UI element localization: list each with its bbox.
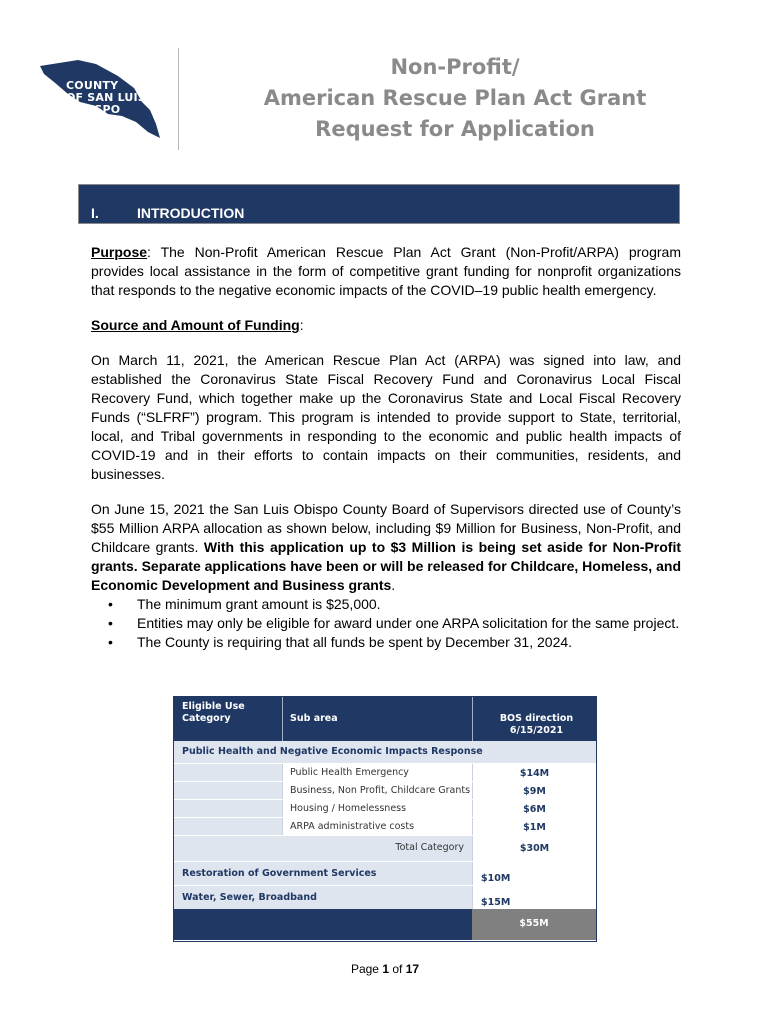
section-name: Water, Sewer, Broadband <box>182 892 317 903</box>
table-row <box>174 817 596 836</box>
title-line-2: American Rescue Plan Act Grant <box>263 86 647 110</box>
header-col1-line2: Category <box>182 713 231 724</box>
logo-line-1: COUNTY <box>66 79 119 92</box>
county-logo <box>38 58 162 140</box>
table-total-row <box>174 835 596 862</box>
page-footer <box>0 962 770 976</box>
funding-bullet-list <box>91 595 681 652</box>
funding-para2-bold: With this application up to $3 Million is being set aside for Non-Profit grants. Separate applications have been or will be released for Childcare, Homeless, and Economic Development and Business grants <box>91 539 681 593</box>
purpose-heading: Purpose <box>91 244 148 260</box>
page-total: 17 <box>405 962 420 976</box>
total-label: Total Category <box>395 842 464 853</box>
header-divider <box>178 48 179 150</box>
subarea-amount: $1M <box>523 822 546 833</box>
footer-of: of <box>389 962 406 976</box>
funding-paragraph-2 <box>91 500 681 595</box>
total-amount: $30M <box>519 843 550 854</box>
list-item: • The minimum grant amount is $25,000. <box>137 595 681 614</box>
table-row <box>174 799 596 818</box>
header-eligible-use <box>182 701 282 725</box>
subarea-amount: $6M <box>523 804 546 815</box>
table-section-row <box>174 885 596 910</box>
funding-para2-text: On June 15, 2021 the San Luis Obispo County Board of Supervisors directed use of County’s $55 Million ARPA allocation as shown below, including $9 Million for Business, Non-Profit, and Childcare grants. <box>91 501 681 555</box>
document-title <box>200 52 710 145</box>
header-bos-date: 6/15/2021 <box>509 725 564 736</box>
title-line-1: Non-Profit/ <box>390 55 520 79</box>
table-grand-total-row <box>174 909 596 940</box>
funding-heading: Source and Amount of Funding <box>91 317 300 333</box>
page-number: 1 <box>382 962 389 976</box>
grand-total-amount: $55M <box>519 918 549 929</box>
section-amount: $10M <box>481 873 511 884</box>
table-section-row <box>174 741 596 763</box>
logo-line-2: OF SAN LUIS <box>66 91 146 104</box>
title-line-3: Request for Application <box>315 117 595 141</box>
list-item: • The County is requiring that all funds be spent by December 31, 2024. <box>137 633 681 652</box>
section-name: Public Health and Negative Economic Impacts Response <box>182 746 483 757</box>
subarea-name: Business, Non Profit, Childcare Grants <box>290 785 471 796</box>
subarea-name: ARPA administrative costs <box>290 821 415 832</box>
table-section-row <box>174 861 596 886</box>
table-row <box>174 781 596 800</box>
logo-line-3: OBISPO <box>72 103 121 116</box>
subarea-name: Public Health Emergency <box>290 767 409 778</box>
funding-para2-end: . <box>391 577 396 593</box>
subarea-amount: $14M <box>519 768 550 779</box>
funding-heading-paragraph <box>91 316 681 335</box>
list-item: • Entities may only be eligible for award under one ARPA solicitation for the same project. <box>137 614 681 633</box>
section-name: Restoration of Government Services <box>182 868 377 879</box>
funding-heading-colon: : <box>299 317 304 333</box>
arpa-allocation-table <box>173 696 597 942</box>
purpose-text: : The Non-Profit American Rescue Plan Act Grant (Non-Profit/ARPA) program provides local assistance in the form of competitive grant funding for nonprofit organizations that responds to the negative economic impacts of the COVID–19 public health emergency. <box>91 244 681 298</box>
purpose-paragraph <box>91 243 681 300</box>
table-row <box>174 763 596 782</box>
subarea-amount: $9M <box>523 786 546 797</box>
header-col1-line1: Eligible Use <box>182 701 245 712</box>
section-header-bar <box>78 184 680 224</box>
header-bos-direction: BOS direction <box>499 713 574 724</box>
header-sub-area: Sub area <box>290 713 338 724</box>
funding-paragraph-1: On March 11, 2021, the American Rescue Plan Act (ARPA) was signed into law, and established the Coronavirus State Fiscal Recovery Fund and Coronavirus Local Fiscal Recovery Fund, which together make up the Coronavirus State and Local Fiscal Recovery Funds (“SLFRF”) program. This program is intended to provide support to State, territorial, local, and Tribal governments in responding to the economic and public health impacts of COVID-19 and in their efforts to contain impacts on their communities, residents, and businesses. <box>91 352 681 482</box>
subarea-name: Housing / Homelessness <box>290 803 407 814</box>
section-label: INTRODUCTION <box>137 205 245 221</box>
introduction-content <box>91 243 681 652</box>
table-header-row <box>174 697 596 741</box>
footer-prefix: Page <box>350 962 383 976</box>
section-amount: $15M <box>481 897 511 908</box>
section-number: I. <box>91 205 99 221</box>
